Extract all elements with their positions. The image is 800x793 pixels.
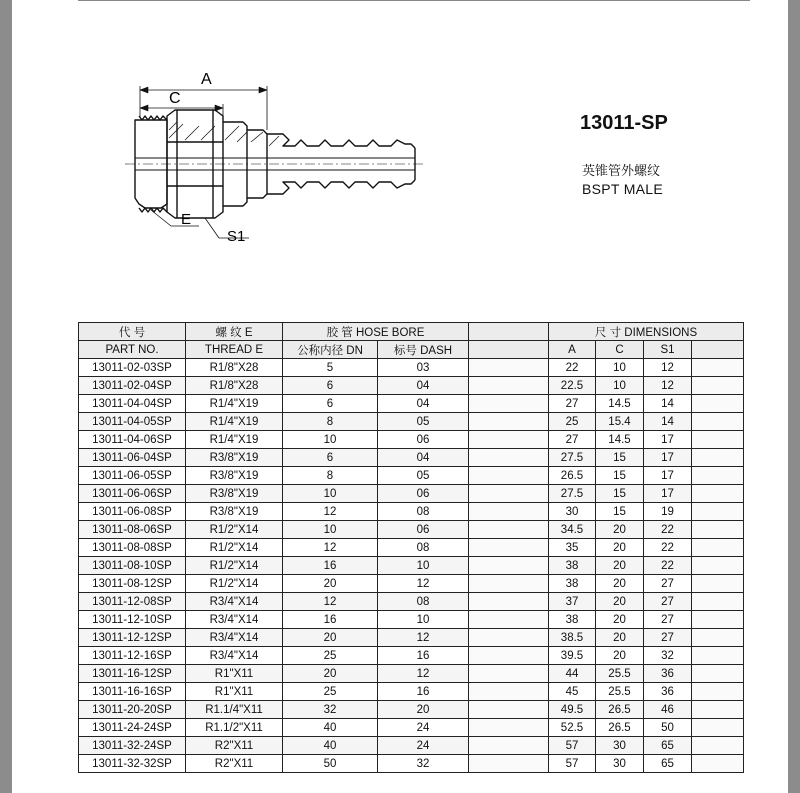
- thread-cell: R1/2"X14: [186, 575, 283, 593]
- dim-s1-cell: 12: [644, 377, 692, 395]
- part-no-cell: 13011-16-12SP: [79, 665, 186, 683]
- header-c: C: [596, 341, 644, 359]
- thread-cell: R1.1/4"X11: [186, 701, 283, 719]
- blank-cell: [469, 647, 549, 665]
- dim-c-cell: 20: [596, 521, 644, 539]
- dash-cell: 12: [378, 629, 469, 647]
- dim-s1-cell: 27: [644, 593, 692, 611]
- part-no-cell: 13011-16-16SP: [79, 683, 186, 701]
- blank-cell: [469, 629, 549, 647]
- dim-c-cell: 25.5: [596, 683, 644, 701]
- blank-cell: [469, 539, 549, 557]
- dim-c-cell: 20: [596, 629, 644, 647]
- thread-cell: R1/2"X14: [186, 539, 283, 557]
- dn-cell: 5: [283, 359, 378, 377]
- blank-cell: [469, 737, 549, 755]
- dim-a-cell: 27.5: [549, 485, 596, 503]
- blank-cell: [692, 575, 744, 593]
- dim-s1-cell: 27: [644, 575, 692, 593]
- blank-cell: [469, 521, 549, 539]
- dash-cell: 16: [378, 647, 469, 665]
- header-dimensions: 尺 寸 DIMENSIONS: [549, 323, 744, 341]
- dim-a-cell: 26.5: [549, 467, 596, 485]
- part-no-cell: 13011-12-16SP: [79, 647, 186, 665]
- dim-c-cell: 20: [596, 539, 644, 557]
- dim-a-cell: 38: [549, 557, 596, 575]
- blank-cell: [692, 719, 744, 737]
- dim-s1-cell: 65: [644, 755, 692, 773]
- product-description-cn: 英锥管外螺纹: [582, 163, 661, 178]
- thread-cell: R1/4"X19: [186, 413, 283, 431]
- thread-cell: R1/2"X14: [186, 557, 283, 575]
- table-row: [79, 593, 744, 611]
- blank-cell: [692, 683, 744, 701]
- header-a: A: [549, 341, 596, 359]
- dim-c-cell: 30: [596, 737, 644, 755]
- dim-c-cell: 26.5: [596, 719, 644, 737]
- part-no-cell: 13011-08-08SP: [79, 539, 186, 557]
- dim-s1-cell: 50: [644, 719, 692, 737]
- blank-cell: [469, 611, 549, 629]
- table-row: [79, 431, 744, 449]
- dash-cell: 08: [378, 503, 469, 521]
- dim-c-cell: 14.5: [596, 431, 644, 449]
- part-no-cell: 13011-12-10SP: [79, 611, 186, 629]
- dim-c-cell: 20: [596, 593, 644, 611]
- table-row: [79, 467, 744, 485]
- dn-cell: 50: [283, 755, 378, 773]
- dim-s1-cell: 17: [644, 467, 692, 485]
- dim-s1-cell: 32: [644, 647, 692, 665]
- dim-s1-cell: 22: [644, 557, 692, 575]
- table-row: [79, 395, 744, 413]
- blank-cell: [469, 467, 549, 485]
- dn-cell: 20: [283, 665, 378, 683]
- header-part-cn: 代 号: [79, 323, 186, 341]
- dim-c-cell: 15.4: [596, 413, 644, 431]
- table-row: [79, 719, 744, 737]
- dim-c-cell: 30: [596, 755, 644, 773]
- blank-cell: [469, 395, 549, 413]
- dim-a-cell: 38: [549, 611, 596, 629]
- dn-cell: 32: [283, 701, 378, 719]
- dn-cell: 12: [283, 539, 378, 557]
- dn-cell: 10: [283, 431, 378, 449]
- blank-cell: [692, 377, 744, 395]
- dim-a-cell: 27: [549, 431, 596, 449]
- dim-s1-cell: 22: [644, 521, 692, 539]
- blank-cell: [469, 575, 549, 593]
- dim-s1-cell: 36: [644, 665, 692, 683]
- blank-cell: [692, 395, 744, 413]
- table-row: [79, 521, 744, 539]
- thread-e-label: E: [181, 211, 192, 228]
- blank-cell: [692, 611, 744, 629]
- dim-a-cell: 57: [549, 737, 596, 755]
- part-no-cell: 13011-32-24SP: [79, 737, 186, 755]
- blank-cell: [469, 413, 549, 431]
- dim-c-cell: 25.5: [596, 665, 644, 683]
- part-no-cell: 13011-12-08SP: [79, 593, 186, 611]
- header-row-1: [79, 323, 744, 341]
- thread-cell: R3/4"X14: [186, 611, 283, 629]
- part-no-cell: 13011-06-08SP: [79, 503, 186, 521]
- dim-c-cell: 15: [596, 467, 644, 485]
- dn-cell: 20: [283, 575, 378, 593]
- dn-cell: 10: [283, 521, 378, 539]
- dn-cell: 8: [283, 413, 378, 431]
- dim-a-cell: 44: [549, 665, 596, 683]
- dn-cell: 25: [283, 683, 378, 701]
- dn-cell: 40: [283, 719, 378, 737]
- blank-cell: [692, 359, 744, 377]
- thread-cell: R1/4"X19: [186, 395, 283, 413]
- dim-a-cell: 22.5: [549, 377, 596, 395]
- thread-cell: R3/4"X14: [186, 647, 283, 665]
- dash-cell: 10: [378, 611, 469, 629]
- thread-cell: R1/2"X14: [186, 521, 283, 539]
- dim-s1-cell: 27: [644, 611, 692, 629]
- dash-cell: 04: [378, 395, 469, 413]
- thread-cell: R3/8"X19: [186, 485, 283, 503]
- thread-cell: R1"X11: [186, 665, 283, 683]
- blank-cell: [469, 485, 549, 503]
- blank-cell: [469, 755, 549, 773]
- dn-cell: 6: [283, 377, 378, 395]
- table-row: [79, 755, 744, 773]
- table-row: [79, 413, 744, 431]
- blank-cell: [469, 431, 549, 449]
- dash-cell: 06: [378, 521, 469, 539]
- blank-cell: [692, 521, 744, 539]
- blank-cell: [692, 593, 744, 611]
- blank-cell: [692, 449, 744, 467]
- thread-cell: R3/4"X14: [186, 593, 283, 611]
- header-blank: [692, 341, 744, 359]
- blank-cell: [692, 737, 744, 755]
- thread-cell: R3/4"X14: [186, 629, 283, 647]
- dim-a-cell: 22: [549, 359, 596, 377]
- product-code: 13011-SP: [580, 112, 668, 134]
- part-no-cell: 13011-08-06SP: [79, 521, 186, 539]
- blank-cell: [469, 593, 549, 611]
- header-row-2: [79, 341, 744, 359]
- dn-cell: 16: [283, 611, 378, 629]
- dim-a-cell: 27.5: [549, 449, 596, 467]
- table-row: [79, 683, 744, 701]
- table-row: [79, 575, 744, 593]
- thread-cell: R1/8"X28: [186, 359, 283, 377]
- table-row: [79, 557, 744, 575]
- table-row: [79, 647, 744, 665]
- dim-c-cell: 10: [596, 359, 644, 377]
- top-rule: [78, 0, 750, 1]
- dim-a-cell: 49.5: [549, 701, 596, 719]
- dim-c-cell: 10: [596, 377, 644, 395]
- part-no-cell: 13011-02-03SP: [79, 359, 186, 377]
- left-page-border: [0, 0, 12, 793]
- dim-a-cell: 35: [549, 539, 596, 557]
- blank-cell: [692, 755, 744, 773]
- thread-cell: R2"X11: [186, 737, 283, 755]
- dash-cell: 03: [378, 359, 469, 377]
- dn-cell: 20: [283, 629, 378, 647]
- table-row: [79, 359, 744, 377]
- dn-cell: 40: [283, 737, 378, 755]
- thread-cell: R1.1/2"X11: [186, 719, 283, 737]
- dim-s1-cell: 14: [644, 395, 692, 413]
- dash-cell: 06: [378, 485, 469, 503]
- dash-cell: 24: [378, 737, 469, 755]
- blank-cell: [692, 485, 744, 503]
- dim-c-cell: 20: [596, 647, 644, 665]
- dimension-a-label: A: [201, 71, 212, 88]
- blank-cell: [692, 665, 744, 683]
- part-no-cell: 13011-32-32SP: [79, 755, 186, 773]
- dn-cell: 12: [283, 503, 378, 521]
- part-no-cell: 13011-04-06SP: [79, 431, 186, 449]
- dim-c-cell: 15: [596, 503, 644, 521]
- dim-a-cell: 57: [549, 755, 596, 773]
- dim-c-cell: 26.5: [596, 701, 644, 719]
- table-row: [79, 701, 744, 719]
- table-row: [79, 503, 744, 521]
- dn-cell: 25: [283, 647, 378, 665]
- product-description-en: BSPT MALE: [582, 181, 664, 197]
- table-row: [79, 611, 744, 629]
- blank-cell: [469, 377, 549, 395]
- dim-s1-cell: 17: [644, 449, 692, 467]
- blank-cell: [469, 683, 549, 701]
- dim-s1-cell: 14: [644, 413, 692, 431]
- dim-a-cell: 37: [549, 593, 596, 611]
- dimension-c-label: C: [169, 90, 181, 107]
- dash-cell: 06: [378, 431, 469, 449]
- part-no-cell: 13011-06-04SP: [79, 449, 186, 467]
- thread-cell: R1/4"X19: [186, 431, 283, 449]
- dim-s1-cell: 17: [644, 485, 692, 503]
- dash-cell: 08: [378, 593, 469, 611]
- part-no-cell: 13011-24-24SP: [79, 719, 186, 737]
- dash-cell: 16: [378, 683, 469, 701]
- dn-cell: 8: [283, 467, 378, 485]
- table-row: [79, 377, 744, 395]
- dim-s1-cell: 17: [644, 431, 692, 449]
- dn-cell: 6: [283, 395, 378, 413]
- part-no-cell: 13011-08-10SP: [79, 557, 186, 575]
- blank-cell: [692, 557, 744, 575]
- dim-c-cell: 15: [596, 485, 644, 503]
- thread-cell: R3/8"X19: [186, 503, 283, 521]
- dim-a-cell: 30: [549, 503, 596, 521]
- hex-s1-label: S1: [227, 228, 246, 245]
- header-hose-bore: 胶 管 HOSE BORE: [283, 323, 469, 341]
- fitting-drawing: [115, 60, 445, 260]
- dim-c-cell: 20: [596, 611, 644, 629]
- blank-cell: [469, 665, 549, 683]
- blank-cell: [692, 431, 744, 449]
- table-row: [79, 539, 744, 557]
- dim-s1-cell: 36: [644, 683, 692, 701]
- header-thread-en: THREAD E: [186, 341, 283, 359]
- part-no-cell: 13011-02-04SP: [79, 377, 186, 395]
- dash-cell: 32: [378, 755, 469, 773]
- dim-c-cell: 20: [596, 557, 644, 575]
- part-no-cell: 13011-12-12SP: [79, 629, 186, 647]
- part-no-cell: 13011-04-04SP: [79, 395, 186, 413]
- dash-cell: 04: [378, 449, 469, 467]
- thread-cell: R3/8"X19: [186, 467, 283, 485]
- dash-cell: 12: [378, 575, 469, 593]
- blank-cell: [692, 629, 744, 647]
- dn-cell: 16: [283, 557, 378, 575]
- blank-cell: [692, 701, 744, 719]
- dim-a-cell: 34.5: [549, 521, 596, 539]
- header-part-en: PART NO.: [79, 341, 186, 359]
- part-no-cell: 13011-20-20SP: [79, 701, 186, 719]
- dim-a-cell: 25: [549, 413, 596, 431]
- blank-cell: [469, 359, 549, 377]
- blank-cell: [692, 539, 744, 557]
- part-no-cell: 13011-06-05SP: [79, 467, 186, 485]
- dim-a-cell: 39.5: [549, 647, 596, 665]
- dim-c-cell: 15: [596, 449, 644, 467]
- blank-cell: [469, 719, 549, 737]
- thread-cell: R2"X11: [186, 755, 283, 773]
- table-row: [79, 485, 744, 503]
- dn-cell: 6: [283, 449, 378, 467]
- dim-s1-cell: 46: [644, 701, 692, 719]
- thread-cell: R3/8"X19: [186, 449, 283, 467]
- header-blank: [469, 341, 549, 359]
- dash-cell: 04: [378, 377, 469, 395]
- table-row: [79, 665, 744, 683]
- dash-cell: 08: [378, 539, 469, 557]
- dash-cell: 24: [378, 719, 469, 737]
- table-row: [79, 737, 744, 755]
- blank-cell: [692, 467, 744, 485]
- dash-cell: 05: [378, 467, 469, 485]
- dn-cell: 12: [283, 593, 378, 611]
- dash-cell: 20: [378, 701, 469, 719]
- dim-c-cell: 14.5: [596, 395, 644, 413]
- dim-s1-cell: 65: [644, 737, 692, 755]
- dim-s1-cell: 27: [644, 629, 692, 647]
- table-row: [79, 629, 744, 647]
- header-dash: 标号 DASH: [378, 341, 469, 359]
- blank-cell: [469, 503, 549, 521]
- dim-s1-cell: 22: [644, 539, 692, 557]
- header-s1: S1: [644, 341, 692, 359]
- blank-cell: [469, 557, 549, 575]
- dash-cell: 12: [378, 665, 469, 683]
- dash-cell: 05: [378, 413, 469, 431]
- part-no-cell: 13011-04-05SP: [79, 413, 186, 431]
- dim-s1-cell: 19: [644, 503, 692, 521]
- dim-a-cell: 27: [549, 395, 596, 413]
- dim-a-cell: 52.5: [549, 719, 596, 737]
- dim-a-cell: 45: [549, 683, 596, 701]
- header-thread-cn: 螺 纹 E: [186, 323, 283, 341]
- dim-a-cell: 38: [549, 575, 596, 593]
- blank-cell: [692, 413, 744, 431]
- thread-cell: R1/8"X28: [186, 377, 283, 395]
- blank-cell: [469, 701, 549, 719]
- right-page-border: [788, 0, 800, 793]
- part-no-cell: 13011-08-12SP: [79, 575, 186, 593]
- blank-cell: [469, 449, 549, 467]
- spec-table-body: [79, 359, 744, 773]
- table-row: [79, 449, 744, 467]
- blank-cell: [692, 503, 744, 521]
- blank-cell: [692, 647, 744, 665]
- thread-cell: R1"X11: [186, 683, 283, 701]
- header-dn: 公称内径 DN: [283, 341, 378, 359]
- dim-s1-cell: 12: [644, 359, 692, 377]
- spec-table: [78, 322, 744, 773]
- dash-cell: 10: [378, 557, 469, 575]
- dim-c-cell: 20: [596, 575, 644, 593]
- dn-cell: 10: [283, 485, 378, 503]
- dim-a-cell: 38.5: [549, 629, 596, 647]
- header-blank: [469, 323, 549, 341]
- part-no-cell: 13011-06-06SP: [79, 485, 186, 503]
